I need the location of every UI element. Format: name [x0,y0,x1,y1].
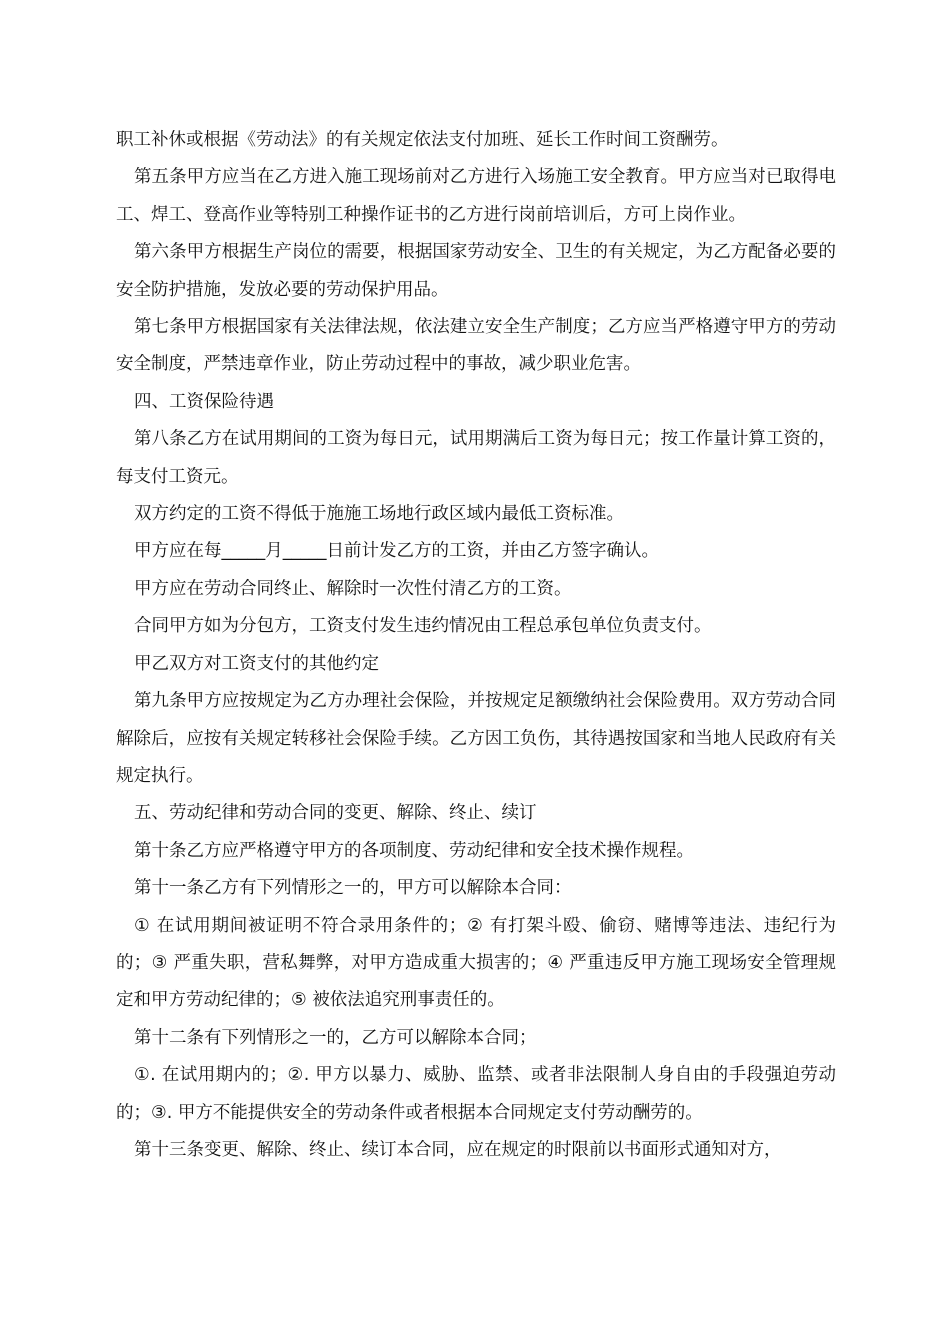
paragraph-article-5: 第五条甲方应当在乙方进入施工现场前对乙方进行入场施工安全教育。甲方应当对已取得电工、焊工、登高作业等特别工种操作证书的乙方进行岗前培训后，方可上岗作业。 [116,167,836,225]
paragraph-minimum-wage: 双方约定的工资不得低于施施工场地行政区域内最低工资标准。 [134,504,624,525]
paragraph-final-pay: 甲方应在劳动合同终止、解除时一次性付清乙方的工资。 [134,578,572,599]
paragraph-other-agreements: 甲乙双方对工资支付的其他约定 [134,653,379,674]
paragraph-subcontractor: 合同甲方如为分包方，工资支付发生违约情况由工程总承包单位负责支付。 [134,616,712,637]
paragraph-article-12: 第十二条有下列情形之一的，乙方可以解除本合同； [134,1027,537,1048]
paragraph-pay-date: 甲方应在每_____月_____日前计发乙方的工资，并由乙方签字确认。 [134,541,659,562]
paragraph-article-10: 第十条乙方应严格遵守甲方的各项制度、劳动纪律和安全技术操作规程。 [134,840,694,861]
paragraph-article-11: 第十一条乙方有下列情形之一的，甲方可以解除本合同： [134,878,572,899]
paragraph-overtime-pay: 职工补休或根据《劳动法》的有关规定依法支付加班、延长工作时间工资酬劳。 [116,130,729,150]
section-heading-wages: 四、工资保险待遇 [134,391,274,412]
paragraph-article-13: 第十三条变更、解除、终止、续订本合同，应在规定的时限前以书面形式通知对方， [134,1139,782,1160]
paragraph-article-12-items: ①. 在试用期内的；②. 甲方以暴力、威胁、监禁、或者非法限制人身自由的手段强迫劳动的；③. 甲方不能提供安全的劳动条件或者根据本合同规定支付劳动酬劳的。 [116,1065,836,1123]
paragraph-article-11-items: ① 在试用期间被证明不符合录用条件的；② 有打架斗殴、偷窃、赌博等违法、违纪行为的；③ 严重失职，营私舞弊，对甲方造成重大损害的；④ 严重违反甲方施工现场安全管理规定和甲方劳动纪律的；⑤ 被依法追究刑事责任的。 [116,915,836,1011]
paragraph-article-6: 第六条甲方根据生产岗位的需要，根据国家劳动安全、卫生的有关规定，为乙方配备必要的安全防护措施，发放必要的劳动保护用品。 [116,242,836,300]
section-heading-discipline: 五、劳动纪律和劳动合同的变更、解除、终止、续订 [134,803,537,824]
document-body [116,122,836,1169]
paragraph-article-8: 第八条乙方在试用期间的工资为每日元，试用期满后工资为每日元；按工作量计算工资的，每支付工资元。 [116,429,836,487]
paragraph-article-9: 第九条甲方应按规定为乙方办理社会保险，并按规定足额缴纳社会保险费用。双方劳动合同解除后，应按有关规定转移社会保险手续。乙方因工负伤，其待遇按国家和当地人民政府有关规定执行。 [116,691,836,786]
paragraph-article-7: 第七条甲方根据国家有关法律法规，依法建立安全生产制度；乙方应当严格遵守甲方的劳动安全制度，严禁违章作业，防止劳动过程中的事故，减少职业危害。 [116,317,836,375]
